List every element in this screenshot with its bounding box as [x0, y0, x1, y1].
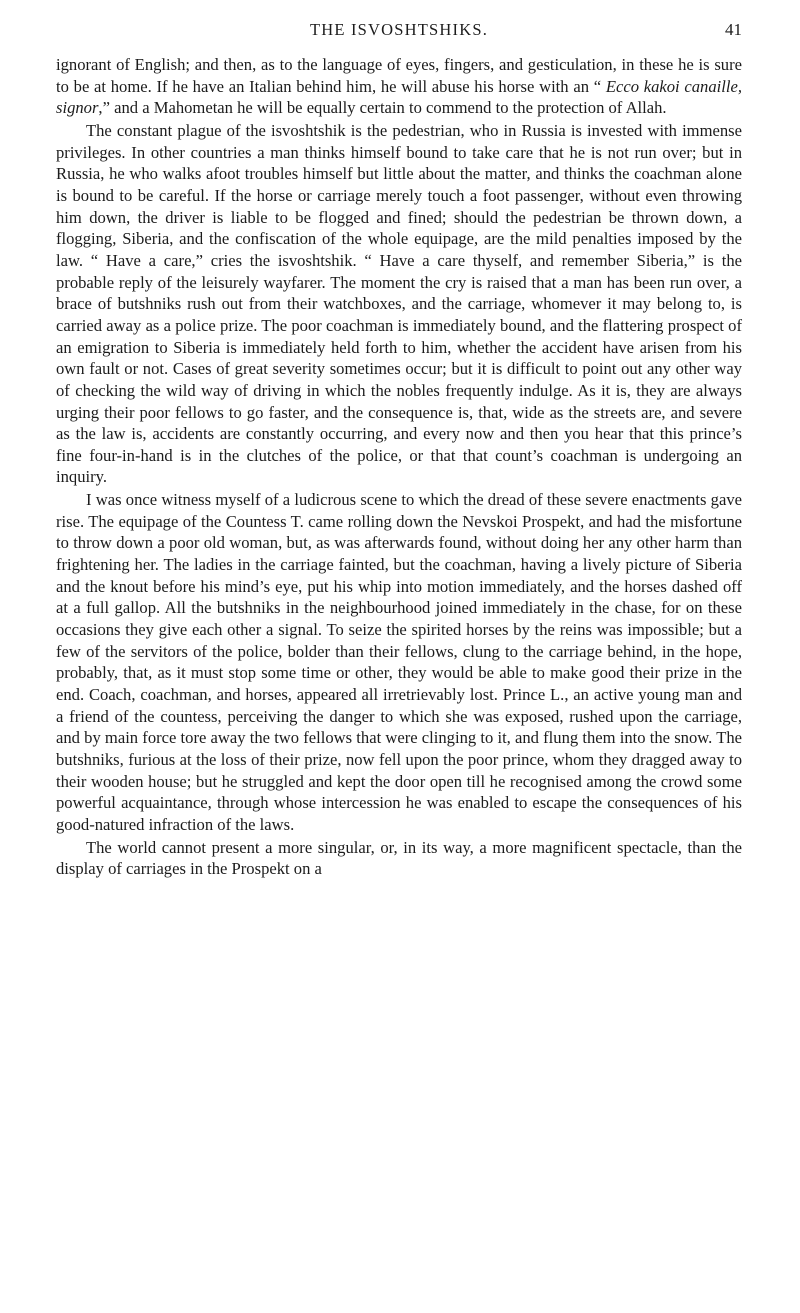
- paragraph-2: [56, 120, 742, 488]
- paragraph-text: ,” and a Mahometan he will be equally certain to commend to the protection of Allah.: [98, 98, 667, 118]
- running-title: THE ISVOSHTSHIKS.: [309, 20, 489, 39]
- italic-phrase: Ecco kakoi canaille, signor: [56, 76, 742, 118]
- page-body: [56, 54, 742, 880]
- paragraph-text: I was once witness myself of a ludicrous scene to which the dread of these severe enactments gave rise. The equipage of the Countess T. came rolling down the Nevskoi Prospekt, and had the misfortune to throw down a poor old woman, but, as was afterwards found, without doing her any other harm than frightening her. The ladies in the carriage fainted, but the coachman, having a lively picture of Siberia and the knout before his mind’s eye, put his whip into motion immediately, and the horses dashed off at a full gallop. All the butshniks in the neighbourhood joined immediately in the chase, for on these occasions they give each other a signal. To seize the spirited horses by the reins was impossible; but a few of the servitors of the police, bolder than their fellows, clung to the carriage behind, in the hope, probably, that, as it must stop some time or other, they would be able to make good their prize in the end. Coach, coachman, and horses, appeared all irretrievably lost. Prince L., an active young man and a friend of the countess, perceiving the danger to which she was exposed, rushed upon the carriage, and by main force tore away the two fellows that were clinging to it, and flung them into the snow. The butshniks, furious at the loss of their prize, now fell upon the poor prince, whom they dragged away to their wooden house; but he struggled and kept the door open till he recognised among the crowd some powerful acquaintance, through whose intercession he was enabled to escape the consequences of his good-natured infraction of the laws.: [56, 490, 742, 834]
- paragraph-text: The constant plague of the isvoshtshik is the pedestrian, who in Russia is invested with immense privileges. In other countries a man thinks himself bound to take care that he is not run over; but in Russia, he who walks afoot troubles himself but little about the matter, and thinks the coachman alone is bound to be careful. If the horse or carriage merely touch a foot passenger, without even throwing him down, the driver is liable to be flogged and fined; should the pedestrian be thrown down, a flogging, Siberia, and the confiscation of the whole equipage, are the mild penalties imposed by the law. “ Have a care,” cries the isvoshtshik. “ Have a care thyself, and remember Siberia,” is the probable reply of the leisurely wayfarer. The moment the cry is raised that a man has been run over, a brace of butshniks rush out from their watchboxes, and the carriage, whomever it may belong to, is carried away as a police prize. The poor coachman is immediately bound, and the flattering prospect of an emigration to Siberia is immediately held forth to him, whether the accident have arisen from his own fault or not. Cases of great severity sometimes occur; but it is difficult to point out any other way of checking the wild way of driving in which the nobles frequently indulge. As it is, they are always urging their poor fellows to go faster, and the consequence is, that, wide as the streets are, and severe as the law is, accidents are constantly occurring, and every now and then you hear that this prince’s fine four-in-hand is in the clutches of the police, or that that count’s coachman is undergoing an inquiry.: [56, 120, 742, 487]
- page-number: 41: [725, 20, 742, 39]
- paragraph-1: [56, 54, 742, 119]
- paragraph-text: The world cannot present a more singular, or, in its way, a more magnificent spectacle, than the display of carriages in the Prospekt on a: [56, 837, 742, 879]
- paragraph-text: ignorant of English; and then, as to the language of eyes, fingers, and gesticulation, in these he is sure to be at home. If he have an Italian behind him, he will abuse his horse with an “: [56, 55, 742, 96]
- paragraph-3: [56, 489, 742, 836]
- running-head: [56, 18, 742, 48]
- paragraph-4: [56, 837, 742, 880]
